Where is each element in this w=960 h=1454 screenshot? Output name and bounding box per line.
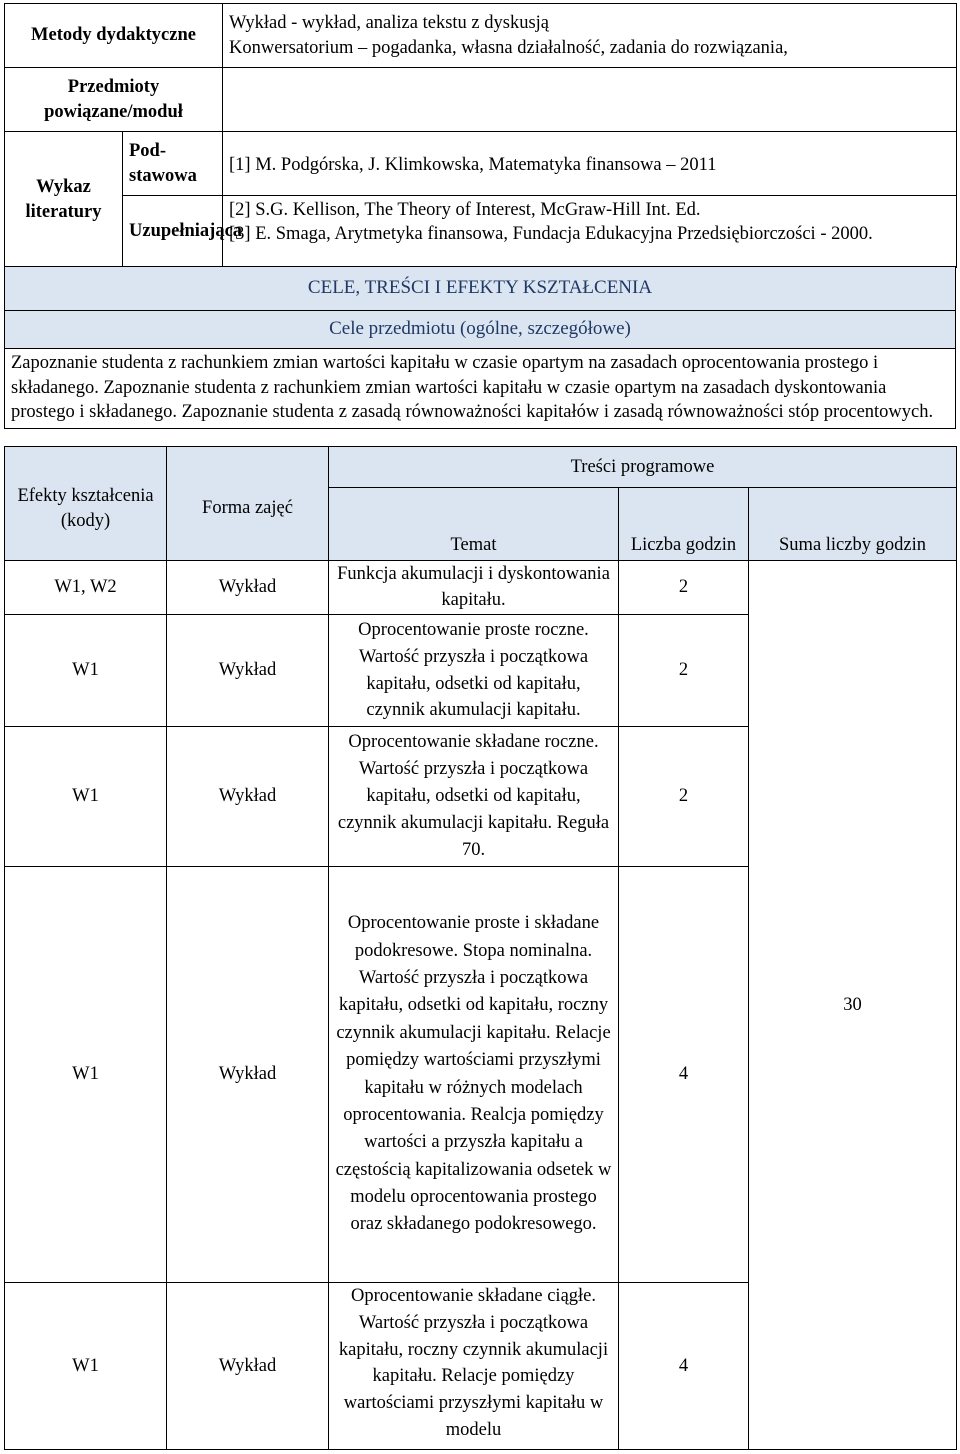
goals-table [4, 266, 956, 429]
row-topic: Oprocentowanie składane roczne. Wartość przyszła i początkowa kapitału, odsetki od kapitału, czynnik akumulacji kapitału. Reguła 70. [329, 727, 619, 867]
supplementary-literature-label: Uzupełniająca [123, 196, 223, 268]
goals-title: Cele przedmiotu (ogólne, szczegółowe) [5, 311, 956, 349]
row-effects: W1, W2 [5, 561, 167, 615]
info-table [4, 3, 957, 268]
row-effects: W1 [5, 1283, 167, 1450]
related-label: Przedmioty powiązane/moduł [5, 68, 223, 132]
row-hours: 4 [619, 1283, 749, 1450]
row-form: Wykład [167, 561, 329, 615]
section-title: CELE, TREŚCI I EFEKTY KSZTAŁCENIA [5, 267, 956, 311]
reference-1: [1] M. Podgórska, J. Klimkowska, Matematyka finansowa – 2011 [223, 132, 957, 196]
row-form: Wykład [167, 867, 329, 1283]
row-effects: W1 [5, 727, 167, 867]
row-form: Wykład [167, 1283, 329, 1450]
row-topic: Oprocentowanie proste roczne. Wartość przyszła i początkowa kapitału, odsetki od kapitału, czynnik akumulacji kapitału. [329, 615, 619, 727]
row-effects: W1 [5, 615, 167, 727]
row-effects: W1 [5, 867, 167, 1283]
row-hours: 2 [619, 561, 749, 615]
program-table [4, 446, 957, 1450]
row-form: Wykład [167, 615, 329, 727]
col-effects: Efekty kształcenia (kody) [5, 447, 167, 561]
literature-label: Wykaz literatury [5, 132, 123, 268]
col-hours: Liczba godzin [619, 488, 749, 561]
row-topic: Oprocentowanie składane ciągłe. Wartość przyszła i początkowa kapitału, roczny czynnik akumulacji kapitału. Relacje pomiędzy wartościami przyszłymi kapitału w modelu [329, 1283, 619, 1450]
reference-2: [2] S.G. Kellison, The Theory of Interest, McGraw-Hill Int. Ed. [229, 200, 701, 220]
methods-line: Konwersatorium – pogadanka, własna działalność, zadania do rozwiązania, [229, 37, 788, 58]
methods-line: Wykład - wykład, analiza tekstu z dyskusją [229, 13, 549, 34]
program-title: Treści programowe [329, 447, 957, 488]
supplementary-references [223, 196, 957, 268]
col-total: Suma liczby godzin [749, 488, 957, 561]
methods-label: Metody dydaktyczne [5, 4, 223, 68]
row-hours: 2 [619, 615, 749, 727]
table-row [5, 561, 957, 615]
related-value [223, 68, 957, 132]
col-form: Forma zajęć [167, 447, 329, 561]
reference-3: [3] E. Smaga, Arytmetyka finansowa, Fundacja Edukacyjna Przedsiębiorczości - 2000. [229, 224, 873, 245]
col-topic: Temat [329, 488, 619, 561]
row-hours: 2 [619, 727, 749, 867]
total-hours: 30 [749, 561, 957, 1450]
basic-literature-label: Pod-stawowa [123, 132, 223, 196]
row-topic: Funkcja akumulacji i dyskontowania kapitału. [329, 561, 619, 615]
row-topic: Oprocentowanie proste i składane podokresowe. Stopa nominalna. Wartość przyszła i początkowa kapitału, odsetki od kapitału, roczny czynnik akumulacji kapitału. Relacje pomiędzy wartościami przyszłymi kapitału w różnych modelach oprocentowania. Realcja pomiędzy wartości a przyszła kapitału a częstością kapitalizowania odsetek w modelu oprocentowania prostego oraz składanego podokresowego. [329, 867, 619, 1283]
goals-text: Zapoznanie studenta z rachunkiem zmian wartości kapitału w czasie opartym na zasadach oprocentowania prostego i składanego. Zapoznanie studenta z rachunkiem zmian wartości kapitału w czasie opartym na zasadach dyskontowania prostego i składanego. Zapoznanie studenta z zasadą równoważności kapitałów i zasadą równoważności stóp procentowych. [5, 349, 956, 429]
row-hours: 4 [619, 867, 749, 1283]
methods-value [223, 4, 957, 68]
row-form: Wykład [167, 727, 329, 867]
